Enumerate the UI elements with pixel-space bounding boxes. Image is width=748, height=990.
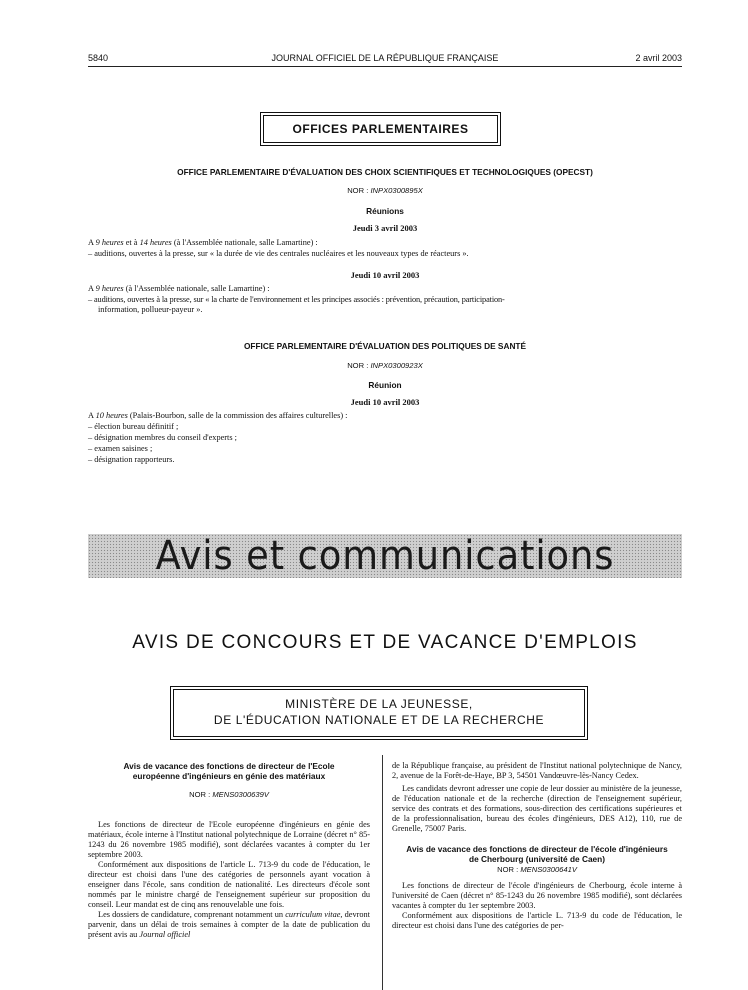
meeting1-item: – auditions, ouvertes à la presse, sur « la durée de vie des centrales nucléaires et les nouveaux types de réacteurs ». — [88, 249, 469, 258]
text: (Palais-Bourbon, salle de la commission des affaires culturelles) : — [129, 411, 348, 420]
opeps-time-line — [88, 411, 682, 421]
time: 9 heures — [95, 238, 124, 247]
ministry-line1: MINISTÈRE DE LA JEUNESSE, — [285, 697, 473, 711]
nor-label: NOR : — [347, 186, 369, 195]
right-paragraph: Conformément aux dispositions de l'article L. 713-9 du code de l'éducation, le directeur est choisi dans l'une des catégories de per- — [392, 911, 682, 930]
text: (à l'Assemblée nationale, salle Lamartine) : — [125, 284, 270, 293]
meeting2-item-line2: information, pollueur-payeur ». — [98, 305, 203, 314]
time: 9 heures — [95, 284, 124, 293]
page-number: 5840 — [88, 53, 109, 63]
time: 10 heures — [95, 411, 128, 420]
right-paragraph: Les fonctions de directeur de l'école d'ingénieurs de Cherbourg, école interne à l'université de Caen (décret n° 85-1243 du 26 novembre 1985 modifié), sont déclarées vacantes à compter du 1er septembre 2003. — [392, 881, 682, 910]
left-paragraph: Les fonctions de directeur de l'Ecole européenne d'ingénieurs en génie des matériaux, école interne à l'Institut national polytechnique de Lorraine (décret n° 85-1243 du 26 novembre 1985 modifié), sont déclarées vacantes à compter du 1er septembre 2003. — [88, 820, 370, 859]
right-column — [392, 761, 682, 931]
column-rule — [382, 755, 383, 990]
right-paragraph: de la République française, au président de l'Institut national polytechnique de Nancy, 2, avenue de la Forêt-de-Haye, BP 3, 54501 Vandœuvre-lès-Nancy Cedex. — [392, 761, 682, 780]
left-paragraph — [88, 910, 370, 940]
opeps-date: Jeudi 10 avril 2003 — [350, 397, 420, 407]
meeting2-time-line — [88, 284, 682, 294]
opeps-title: OFFICE PARLEMENTAIRE D'ÉVALUATION DES POLITIQUES DE SANTÉ — [243, 341, 527, 351]
opecst-nor — [88, 186, 682, 195]
journal-title: JOURNAL OFFICIEL DE LA RÉPUBLIQUE FRANÇAISE — [271, 53, 499, 63]
nor-label: NOR : — [347, 361, 369, 370]
right-paragraph: Les candidats devront adresser une copie de leur dossier au ministère de la jeunesse, de l'éducation nationale et de la recherche (direction de l'enseignement supérieur, service des contrats et des formations, sous-direction des certifications supérieures et de la professionnalisation, bureau des écoles d'ingénieurs, DES A12), 110, rue de Grenelle, 75007 Paris. — [392, 784, 682, 833]
opecst-title: OFFICE PARLEMENTAIRE D'ÉVALUATION DES CHOIX SCIENTIFIQUES ET TECHNOLOGIQUES (OPECST) — [177, 167, 593, 177]
section-title: OFFICES PARLEMENTAIRES — [263, 115, 498, 143]
text: curriculum vitae — [285, 910, 341, 919]
nor-code: MENS0300639V — [212, 790, 269, 799]
opeps-item: – examen saisines ; — [88, 444, 153, 453]
text: A — [88, 238, 94, 247]
opeps-item: – désignation membres du conseil d'experts ; — [88, 433, 237, 442]
meeting1-date: Jeudi 3 avril 2003 — [352, 223, 418, 233]
right-notice-nor — [392, 865, 682, 875]
issue-date: 2 avril 2003 — [635, 53, 682, 63]
opeps-nor — [88, 361, 682, 370]
page-header — [88, 53, 682, 67]
left-notice-title: Avis de vacance des fonctions de directeur de l'Ecole européenne d'ingénieurs en génie des matériaux — [123, 761, 335, 781]
right-notice-title: Avis de vacance des fonctions de directeur de l'école d'ingénieurs de Cherbourg (université de Caen) — [406, 844, 668, 864]
left-column — [88, 761, 370, 940]
nor-code: MENS0300641V — [520, 865, 577, 874]
ministry-box — [173, 689, 585, 737]
text: Les dossiers de candidature, comprenant notamment un — [98, 910, 284, 919]
nor-code: INPX0300895X — [370, 186, 423, 195]
meeting2-date: Jeudi 10 avril 2003 — [350, 270, 420, 280]
nor-label: NOR : — [497, 865, 519, 874]
time: 14 heures — [139, 238, 172, 247]
nor-code: INPX0300923X — [370, 361, 423, 370]
banner-title: Avis et communications — [155, 533, 615, 579]
avis-banner — [88, 534, 682, 578]
text: A — [88, 411, 94, 420]
text: , devront parvenir, dans un délai de trois semaines à compter de la date de publication du présent avis au — [88, 910, 370, 939]
meeting2-item-line1: – auditions, ouvertes à la presse, sur « la charte de l'environnement et les principes associés : prévention, précaution, participation- — [88, 295, 505, 304]
opeps-heading: Réunion — [368, 380, 402, 390]
left-paragraph: Conformément aux dispositions de l'article L. 713-9 du code de l'éducation, le directeur est choisi dans l'une des catégories de personnels ayant vocation à enseigner dans l'école, sans condition de nationalité. Les directeurs d'école sont nommés par le ministre chargé de l'enseignement supérieur sur proposition du conseil. Leur mandat est de cinq ans renouvelable une fois. — [88, 860, 370, 909]
text: (à l'Assemblée nationale, salle Lamartine) : — [173, 238, 318, 247]
meeting1-time-line — [88, 238, 682, 248]
text: et à — [125, 238, 138, 247]
left-notice-nor — [88, 790, 370, 800]
header-rule — [88, 66, 682, 67]
avis-title: AVIS DE CONCOURS ET DE VACANCE D'EMPLOIS — [132, 632, 638, 653]
opeps-item: – désignation rapporteurs. — [88, 455, 175, 464]
text: A — [88, 284, 94, 293]
nor-label: NOR : — [189, 790, 211, 799]
text: Journal officiel — [139, 930, 191, 939]
opecst-heading: Réunions — [366, 206, 404, 216]
ministry-line2: DE L'ÉDUCATION NATIONALE ET DE LA RECHERCHE — [213, 713, 545, 727]
opeps-item: – élection bureau définitif ; — [88, 422, 179, 431]
